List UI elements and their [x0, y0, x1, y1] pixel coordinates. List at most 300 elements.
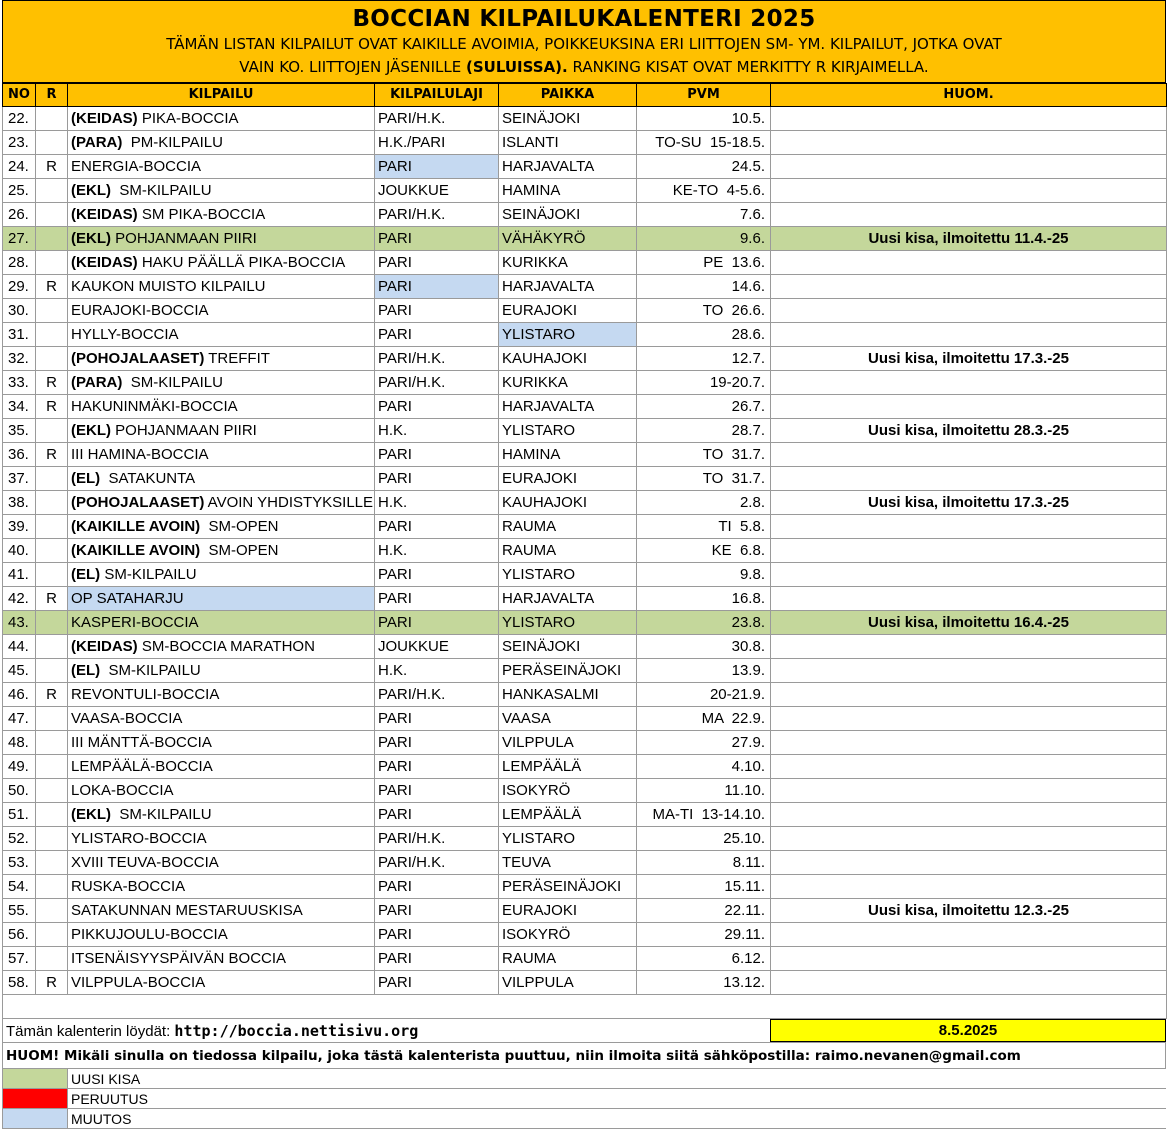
cell-no: 43. [3, 611, 36, 635]
table-row [3, 443, 1167, 467]
cell-ranking [36, 947, 68, 971]
cell-huom [771, 107, 1167, 131]
table-row [3, 635, 1167, 659]
cell-ranking [36, 563, 68, 587]
organization-label: (EKL) [71, 181, 111, 199]
cell-no: 25. [3, 179, 36, 203]
cell-paikka: VÄHÄKYRÖ [499, 227, 637, 251]
cell-huom [771, 731, 1167, 755]
table-row [3, 179, 1167, 203]
cell-ranking [36, 203, 68, 227]
cell-no: 56. [3, 923, 36, 947]
cell-pvm: TO-SU 15-18.5. [637, 131, 771, 155]
cell-no: 51. [3, 803, 36, 827]
cell-ranking [36, 491, 68, 515]
table-body [3, 107, 1167, 995]
cell-kilpailulaji: H.K. [375, 419, 499, 443]
cell-no: 45. [3, 659, 36, 683]
table-row [3, 683, 1167, 707]
cell-no: 22. [3, 107, 36, 131]
cell-huom [771, 323, 1167, 347]
table-row [3, 659, 1167, 683]
cell-huom [771, 779, 1167, 803]
cell-kilpailulaji: PARI [375, 923, 499, 947]
cell-kilpailulaji: H.K. [375, 539, 499, 563]
calendar-header [2, 0, 1166, 83]
table-row [3, 371, 1167, 395]
cell-ranking [36, 875, 68, 899]
cell-kilpailu [68, 947, 375, 971]
cell-paikka: RAUMA [499, 539, 637, 563]
calendar-location [2, 1019, 770, 1042]
cell-ranking [36, 899, 68, 923]
cell-huom [771, 395, 1167, 419]
competition-table [2, 83, 1167, 1019]
cell-kilpailu [68, 227, 375, 251]
cell-pvm: 4.10. [637, 755, 771, 779]
cell-kilpailu [68, 491, 375, 515]
cell-no: 29. [3, 275, 36, 299]
cell-kilpailu [68, 539, 375, 563]
cell-pvm: 7.6. [637, 203, 771, 227]
cell-huom [771, 755, 1167, 779]
cell-kilpailu [68, 875, 375, 899]
cell-kilpailulaji: PARI [375, 731, 499, 755]
cell-paikka: HARJAVALTA [499, 155, 637, 179]
cell-no: 28. [3, 251, 36, 275]
table-row [3, 227, 1167, 251]
cell-pvm: 26.7. [637, 395, 771, 419]
cell-ranking [36, 419, 68, 443]
cell-kilpailu [68, 323, 375, 347]
cell-ranking [36, 755, 68, 779]
cell-kilpailulaji: PARI/H.K. [375, 203, 499, 227]
cell-kilpailu [68, 755, 375, 779]
cell-paikka: LEMPÄÄLÄ [499, 755, 637, 779]
cell-kilpailu [68, 971, 375, 995]
competition-name: SM-OPEN [200, 541, 279, 559]
legend-label: UUSI KISA [71, 1071, 141, 1087]
cell-no: 47. [3, 707, 36, 731]
cell-ranking [36, 299, 68, 323]
cell-paikka: ISOKYRÖ [499, 923, 637, 947]
cell-ranking [36, 923, 68, 947]
cell-kilpailulaji: PARI [375, 251, 499, 275]
col-header-paikka: PAIKKA [499, 84, 637, 107]
cell-kilpailulaji: PARI [375, 227, 499, 251]
competition-name: REVONTULI-BOCCIA [71, 685, 220, 703]
cell-kilpailu [68, 827, 375, 851]
organization-label: (EKL) [71, 421, 111, 439]
cell-kilpailu [68, 443, 375, 467]
cell-paikka: HANKASALMI [499, 683, 637, 707]
table-row [3, 875, 1167, 899]
competition-name: AVOIN YHDISTYKSILLE [204, 493, 374, 511]
cell-no: 46. [3, 683, 36, 707]
organization-label: (PARA) [71, 373, 123, 391]
cell-paikka: SEINÄJOKI [499, 107, 637, 131]
organization-label: (POHOJALAASET) [71, 493, 205, 511]
cell-kilpailulaji: PARI [375, 611, 499, 635]
cell-ranking: R [36, 371, 68, 395]
cell-paikka: RAUMA [499, 947, 637, 971]
competition-name: III HAMINA-BOCCIA [71, 445, 209, 463]
competition-name: SM-BOCCIA MARATHON [137, 637, 315, 655]
table-row [3, 155, 1167, 179]
spacer-cell [3, 995, 1167, 1019]
cell-pvm: 13.9. [637, 659, 771, 683]
competition-name: POHJANMAAN PIIRI [111, 229, 257, 247]
cell-paikka: PERÄSEINÄJOKI [499, 875, 637, 899]
cell-ranking [36, 731, 68, 755]
organization-label: (EL) [71, 565, 101, 583]
cell-no: 57. [3, 947, 36, 971]
organization-label: (KAIKILLE AVOIN) [71, 517, 201, 535]
cell-huom: Uusi kisa, ilmoitettu 12.3.-25 [771, 899, 1167, 923]
cell-kilpailulaji: PARI/H.K. [375, 107, 499, 131]
competition-name: PM-KILPAILU [122, 133, 223, 151]
cell-huom [771, 467, 1167, 491]
cell-no: 39. [3, 515, 36, 539]
competition-name: SM-OPEN [200, 517, 279, 535]
cell-huom: Uusi kisa, ilmoitettu 17.3.-25 [771, 491, 1167, 515]
table-row [3, 323, 1167, 347]
cell-ranking [36, 827, 68, 851]
table-row [3, 899, 1167, 923]
cell-paikka: ISLANTI [499, 131, 637, 155]
cell-kilpailulaji: PARI [375, 275, 499, 299]
cell-paikka: HAMINA [499, 179, 637, 203]
table-row [3, 107, 1167, 131]
competition-name: TREFFIT [204, 349, 270, 367]
cell-huom [771, 923, 1167, 947]
table-row [3, 611, 1167, 635]
cell-pvm: 2.8. [637, 491, 771, 515]
table-row [3, 299, 1167, 323]
competition-name: III MÄNTTÄ-BOCCIA [71, 733, 212, 751]
cell-no: 42. [3, 587, 36, 611]
cell-pvm: TO 26.6. [637, 299, 771, 323]
cell-pvm: 9.6. [637, 227, 771, 251]
cell-kilpailulaji: PARI [375, 443, 499, 467]
cell-ranking [36, 803, 68, 827]
legend-item [2, 1069, 1166, 1089]
table-row [3, 827, 1167, 851]
cell-paikka: KURIKKA [499, 251, 637, 275]
competition-name: YLISTARO-BOCCIA [71, 829, 207, 847]
cell-pvm: KE 6.8. [637, 539, 771, 563]
cell-ranking: R [36, 275, 68, 299]
cell-huom [771, 299, 1167, 323]
cell-kilpailulaji: PARI/H.K. [375, 851, 499, 875]
cell-huom: Uusi kisa, ilmoitettu 28.3.-25 [771, 419, 1167, 443]
cell-pvm: 23.8. [637, 611, 771, 635]
cell-kilpailulaji: PARI [375, 875, 499, 899]
cell-no: 30. [3, 299, 36, 323]
cell-kilpailulaji: PARI [375, 779, 499, 803]
cell-huom: Uusi kisa, ilmoitettu 16.4.-25 [771, 611, 1167, 635]
table-row [3, 491, 1167, 515]
cell-no: 34. [3, 395, 36, 419]
cell-no: 26. [3, 203, 36, 227]
cell-kilpailu [68, 587, 375, 611]
table-row [3, 419, 1167, 443]
organization-label: (KEIDAS) [71, 253, 138, 271]
legend-item [2, 1089, 1166, 1109]
cell-kilpailu [68, 371, 375, 395]
cell-kilpailu [68, 563, 375, 587]
legend [2, 1069, 1166, 1129]
organization-label: (POHOJALAASET) [71, 349, 205, 367]
table-row [3, 971, 1167, 995]
cell-paikka: HARJAVALTA [499, 275, 637, 299]
organization-label: (KEIDAS) [71, 205, 138, 223]
cell-huom [771, 563, 1167, 587]
cell-no: 24. [3, 155, 36, 179]
cell-kilpailulaji: PARI [375, 467, 499, 491]
cell-paikka: VILPPULA [499, 971, 637, 995]
col-header-no: NO [3, 84, 36, 107]
cell-kilpailulaji: PARI [375, 755, 499, 779]
cell-ranking [36, 227, 68, 251]
competition-name: KASPERI-BOCCIA [71, 613, 199, 631]
cell-huom [771, 515, 1167, 539]
competition-name: EURAJOKI-BOCCIA [71, 301, 209, 319]
table-row [3, 467, 1167, 491]
table-row [3, 731, 1167, 755]
cell-paikka: LEMPÄÄLÄ [499, 803, 637, 827]
cell-kilpailu [68, 779, 375, 803]
cell-paikka: YLISTARO [499, 419, 637, 443]
cell-paikka: EURAJOKI [499, 899, 637, 923]
competition-name: LEMPÄÄLÄ-BOCCIA [71, 757, 213, 775]
updated-date: 8.5.2025 [770, 1019, 1166, 1042]
cell-no: 23. [3, 131, 36, 155]
cell-paikka: HARJAVALTA [499, 587, 637, 611]
competition-name: ITSENÄISYYSPÄIVÄN BOCCIA [71, 949, 287, 967]
cell-no: 37. [3, 467, 36, 491]
competition-name: PIKA-BOCCIA [137, 109, 239, 127]
cell-huom [771, 155, 1167, 179]
cell-kilpailulaji: PARI [375, 323, 499, 347]
cell-kilpailu [68, 851, 375, 875]
cell-pvm: 9.8. [637, 563, 771, 587]
cell-ranking [36, 107, 68, 131]
cell-kilpailulaji: PARI [375, 587, 499, 611]
cell-pvm: 22.11. [637, 899, 771, 923]
table-row [3, 539, 1167, 563]
organization-label: (EL) [71, 469, 101, 487]
cell-kilpailulaji: PARI/H.K. [375, 347, 499, 371]
competition-name: PIKKUJOULU-BOCCIA [71, 925, 228, 943]
cell-no: 48. [3, 731, 36, 755]
cell-kilpailulaji: PARI/H.K. [375, 683, 499, 707]
cell-kilpailulaji: PARI [375, 947, 499, 971]
cell-kilpailu [68, 107, 375, 131]
legend-swatch [2, 1089, 68, 1108]
cell-pvm: 14.6. [637, 275, 771, 299]
cell-no: 32. [3, 347, 36, 371]
cell-pvm: 8.11. [637, 851, 771, 875]
cell-kilpailu [68, 203, 375, 227]
cell-ranking [36, 611, 68, 635]
competition-name: SM-KILPAILU [111, 181, 212, 199]
competition-name: SM-KILPAILU [100, 661, 201, 679]
competition-name: SATAKUNTA [100, 469, 196, 487]
cell-huom [771, 803, 1167, 827]
cell-kilpailu [68, 659, 375, 683]
cell-ranking [36, 347, 68, 371]
table-row [3, 563, 1167, 587]
competition-name: SM PIKA-BOCCIA [137, 205, 266, 223]
calendar-sheet [2, 0, 1166, 1129]
cell-huom [771, 443, 1167, 467]
competition-name: ENERGIA-BOCCIA [71, 157, 202, 175]
organization-label: (KAIKILLE AVOIN) [71, 541, 201, 559]
cell-no: 53. [3, 851, 36, 875]
cell-paikka: YLISTARO [499, 827, 637, 851]
cell-no: 40. [3, 539, 36, 563]
cell-paikka: HARJAVALTA [499, 395, 637, 419]
header-subtitle-line1: TÄMÄN LISTAN KILPAILUT OVAT KAIKILLE AVOIMIA, POIKKEUKSINA ERI LIITTOJEN SM- YM. KILPAILUT, JOTKA OVAT [166, 35, 1002, 53]
cell-ranking [36, 635, 68, 659]
competition-name: SM-KILPAILU [122, 373, 223, 391]
cell-paikka: YLISTARO [499, 611, 637, 635]
cell-pvm: TO 31.7. [637, 443, 771, 467]
table-row [3, 923, 1167, 947]
cell-kilpailu [68, 419, 375, 443]
cell-kilpailulaji: H.K. [375, 659, 499, 683]
cell-kilpailu [68, 515, 375, 539]
table-row [3, 803, 1167, 827]
legend-swatch [2, 1069, 68, 1088]
cell-ranking: R [36, 683, 68, 707]
cell-kilpailulaji: PARI [375, 803, 499, 827]
cell-kilpailu [68, 275, 375, 299]
cell-huom [771, 179, 1167, 203]
cell-no: 31. [3, 323, 36, 347]
competition-name: XVIII TEUVA-BOCCIA [71, 853, 219, 871]
cell-pvm: 11.10. [637, 779, 771, 803]
cell-paikka: VILPPULA [499, 731, 637, 755]
cell-pvm: 19-20.7. [637, 371, 771, 395]
cell-kilpailulaji: PARI [375, 515, 499, 539]
table-row [3, 203, 1167, 227]
cell-paikka: EURAJOKI [499, 299, 637, 323]
table-row [3, 347, 1167, 371]
cell-ranking [36, 323, 68, 347]
col-header-pvm: PVM [637, 84, 771, 107]
cell-kilpailulaji: H.K. [375, 491, 499, 515]
header-subtitle-line2 [3, 56, 1165, 79]
competition-name: SATAKUNNAN MESTARUUSKISA [71, 901, 303, 919]
cell-huom [771, 635, 1167, 659]
cell-ranking: R [36, 443, 68, 467]
cell-kilpailu [68, 251, 375, 275]
cell-huom [771, 659, 1167, 683]
cell-ranking [36, 131, 68, 155]
cell-huom [771, 251, 1167, 275]
competition-name: OP SATAHARJU [71, 589, 184, 607]
cell-paikka: TEUVA [499, 851, 637, 875]
calendar-url-link[interactable]: http://boccia.nettisivu.org [174, 1022, 419, 1040]
competition-name: VAASA-BOCCIA [71, 709, 183, 727]
cell-paikka: SEINÄJOKI [499, 635, 637, 659]
cell-kilpailulaji: PARI [375, 395, 499, 419]
legend-swatch [2, 1109, 68, 1128]
cell-paikka: EURAJOKI [499, 467, 637, 491]
competition-name: HAKU PÄÄLLÄ PIKA-BOCCIA [137, 253, 346, 271]
cell-pvm: MA-TI 13-14.10. [637, 803, 771, 827]
cell-huom: Uusi kisa, ilmoitettu 17.3.-25 [771, 347, 1167, 371]
organization-label: (KEIDAS) [71, 109, 138, 127]
cell-huom [771, 683, 1167, 707]
page-title: BOCCIAN KILPAILUKALENTERI 2025 [352, 6, 816, 32]
cell-kilpailu [68, 899, 375, 923]
cell-pvm: 30.8. [637, 635, 771, 659]
cell-no: 49. [3, 755, 36, 779]
table-row [3, 395, 1167, 419]
cell-no: 54. [3, 875, 36, 899]
cell-kilpailu [68, 683, 375, 707]
cell-ranking: R [36, 587, 68, 611]
cell-paikka: KAUHAJOKI [499, 491, 637, 515]
cell-pvm: MA 22.9. [637, 707, 771, 731]
cell-pvm: 20-21.9. [637, 683, 771, 707]
spacer-row [3, 995, 1167, 1019]
cell-kilpailu [68, 179, 375, 203]
cell-ranking [36, 467, 68, 491]
table-row [3, 515, 1167, 539]
cell-kilpailu [68, 923, 375, 947]
cell-no: 52. [3, 827, 36, 851]
subtitle-text-a: VAIN KO. LIITTOJEN JÄSENILLE [239, 58, 467, 76]
table-row [3, 947, 1167, 971]
cell-no: 27. [3, 227, 36, 251]
cell-kilpailu [68, 611, 375, 635]
cell-paikka: RAUMA [499, 515, 637, 539]
col-header-kilpailulaji: KILPAILULAJI [375, 84, 499, 107]
cell-kilpailu [68, 467, 375, 491]
cell-paikka: KAUHAJOKI [499, 347, 637, 371]
table-row [3, 707, 1167, 731]
cell-pvm: 28.7. [637, 419, 771, 443]
cell-kilpailulaji: PARI/H.K. [375, 371, 499, 395]
cell-pvm: 27.9. [637, 731, 771, 755]
competition-name: KAUKON MUISTO KILPAILU [71, 277, 266, 295]
cell-kilpailulaji: JOUKKUE [375, 635, 499, 659]
competition-name: RUSKA-BOCCIA [71, 877, 186, 895]
competition-name: VILPPULA-BOCCIA [71, 973, 206, 991]
cell-ranking: R [36, 155, 68, 179]
cell-pvm: 6.12. [637, 947, 771, 971]
cell-kilpailu [68, 299, 375, 323]
cell-huom [771, 275, 1167, 299]
cell-ranking [36, 659, 68, 683]
cell-no: 44. [3, 635, 36, 659]
cell-ranking: R [36, 395, 68, 419]
cell-kilpailulaji: PARI [375, 299, 499, 323]
cell-no: 35. [3, 419, 36, 443]
organization-label: (EKL) [71, 805, 111, 823]
table-row [3, 755, 1167, 779]
cell-pvm: 13.12. [637, 971, 771, 995]
table-row [3, 131, 1167, 155]
cell-paikka: ISOKYRÖ [499, 779, 637, 803]
competition-name: SM-KILPAILU [111, 805, 212, 823]
col-header-huom: HUOM. [771, 84, 1167, 107]
cell-pvm: TI 5.8. [637, 515, 771, 539]
